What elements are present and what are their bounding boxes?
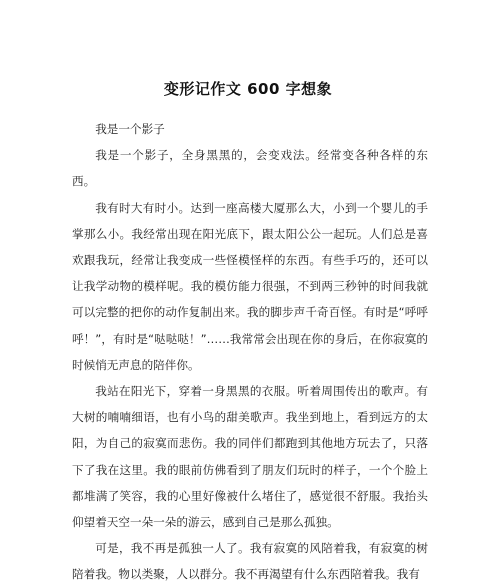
- paragraph: 我是一个影子，全身黑黑的，会变戏法。经常变各种各样的东西。: [72, 148, 428, 189]
- document-title: 变形记作文 600 字想象: [163, 80, 333, 98]
- document-body: [72, 116, 428, 588]
- paragraph: 可是，我不再是孤独一人了。我有寂寞的风陪着我，有寂寞的树陪着我。物以类聚，人以群分。我不再渴望有什么东西陪着我。我有: [72, 541, 428, 582]
- paragraph: 我站在阳光下，穿着一身黑黑的衣服。听着周围传出的歌声。有大树的喃喃细语，也有小鸟的甜美歌声。我坐到地上，看到远方的太阳，为自己的寂寞而悲伤。我的同伴们都跑到其他地方玩去了，只落下了我在这里。我的眼前仿佛看到了朋友们玩时的样子，一个个脸上都堆满了笑容，我的心里好像被什么堵住了，感觉很不舒服。我抬头仰望着天空一朵一朵的游云，感到自己是那么孤独。: [72, 384, 428, 530]
- paragraph: 我有时大有时小。达到一座高楼大厦那么大，小到一个婴儿的手掌那么小。我经常出现在阳光底下，跟太阳公公一起玩。人们总是喜欢跟我玩，经常让我变成一些怪模怪样的东西。有些手巧的，还可以让我学动物的模样呢。我的模仿能力很强，不到两三秒钟的时间我就可以完整的把你的动作复制出来。我的脚步声千奇百怪。有时是“呼呼呼！”，有时是“哒哒哒！”……我常常会出现在你的身后，在你寂寞的时候悄无声息的陪伴你。: [72, 200, 428, 372]
- paragraph: 我是一个影子: [95, 122, 165, 136]
